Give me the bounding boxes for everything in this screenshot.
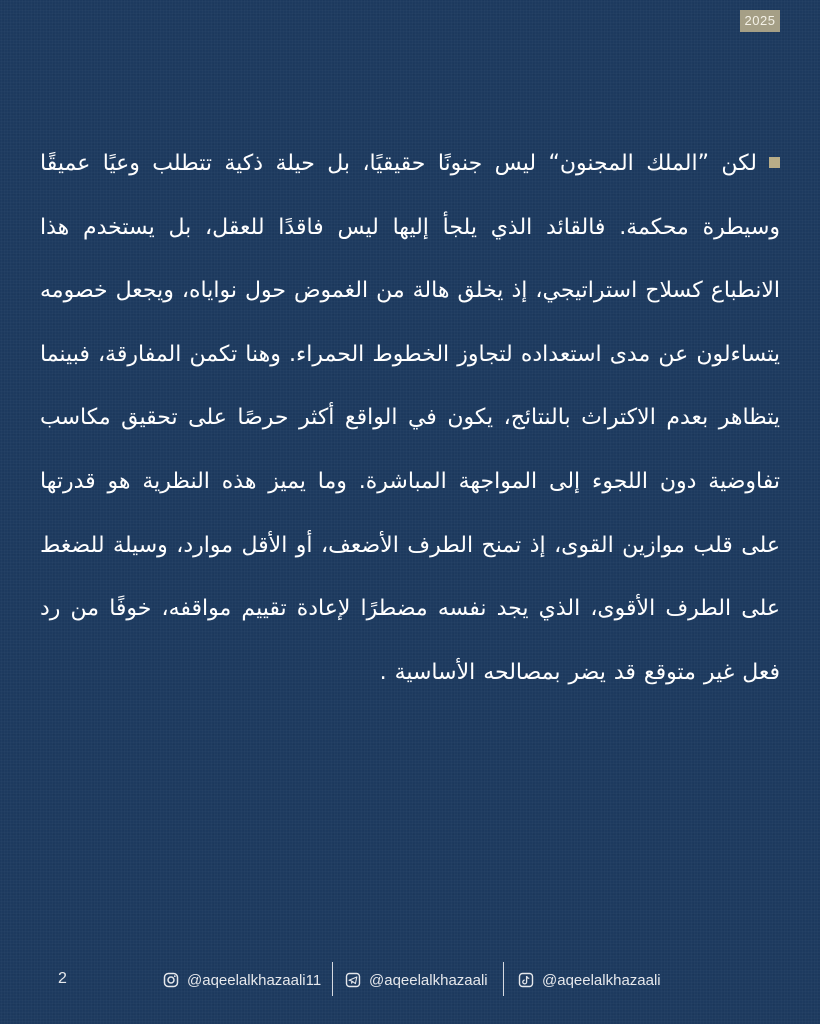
body-text-block	[40, 132, 780, 704]
square-bullet-icon	[769, 157, 780, 168]
footer	[0, 968, 820, 992]
telegram-handle: @aqeelalkhazaali	[369, 971, 488, 989]
instagram-handle: @aqeelalkhazaali11	[187, 971, 322, 989]
tiktok-icon	[518, 972, 534, 988]
instagram-icon	[163, 972, 179, 988]
instagram-link[interactable]	[163, 968, 321, 992]
year-badge: 2025	[740, 10, 780, 32]
tiktok-handle: @aqeelalkhazaali	[542, 971, 661, 989]
footer-divider	[332, 962, 333, 996]
telegram-link[interactable]	[345, 968, 488, 992]
telegram-icon	[345, 972, 361, 988]
footer-divider	[503, 962, 504, 996]
tiktok-link[interactable]	[518, 968, 661, 992]
body-paragraph: لكن ”الملك المجنون“ ليس جنونًا حقيقيًا، بل حيلة ذكية تتطلب وعيًا عميقًا وسيطرة محكمة. فالقائد الذي يلجأ إليها ليس فاقدًا للعقل، بل يستخدم هذا الانطباع كسلاح استراتيجي، إذ يخلق هالة من الغموض حول نواياه، ويجعل خصومه يتساءلون عن مدى استعداده لتجاوز الخطوط الحمراء. وهنا تكمن المفارقة، فبينما يتظاهر بعدم الاكتراث بالنتائج، يكون في الواقع أكثر حرصًا على تحقيق مكاسب تفاوضية دون اللجوء إلى المواجهة المباشرة. وما يميز هذه النظرية هو قدرتها على قلب موازين القوى، إذ تمنح الطرف الأضعف، أو الأقل موارد، وسيلة للضغط على الطرف الأقوى، الذي يجد نفسه مضطرًا لإعادة تقييم مواقفه، خوفًا من رد فعل غير متوقع قد يضر بمصالحه الأساسية .	[40, 151, 780, 685]
page-number: 2	[58, 970, 67, 987]
